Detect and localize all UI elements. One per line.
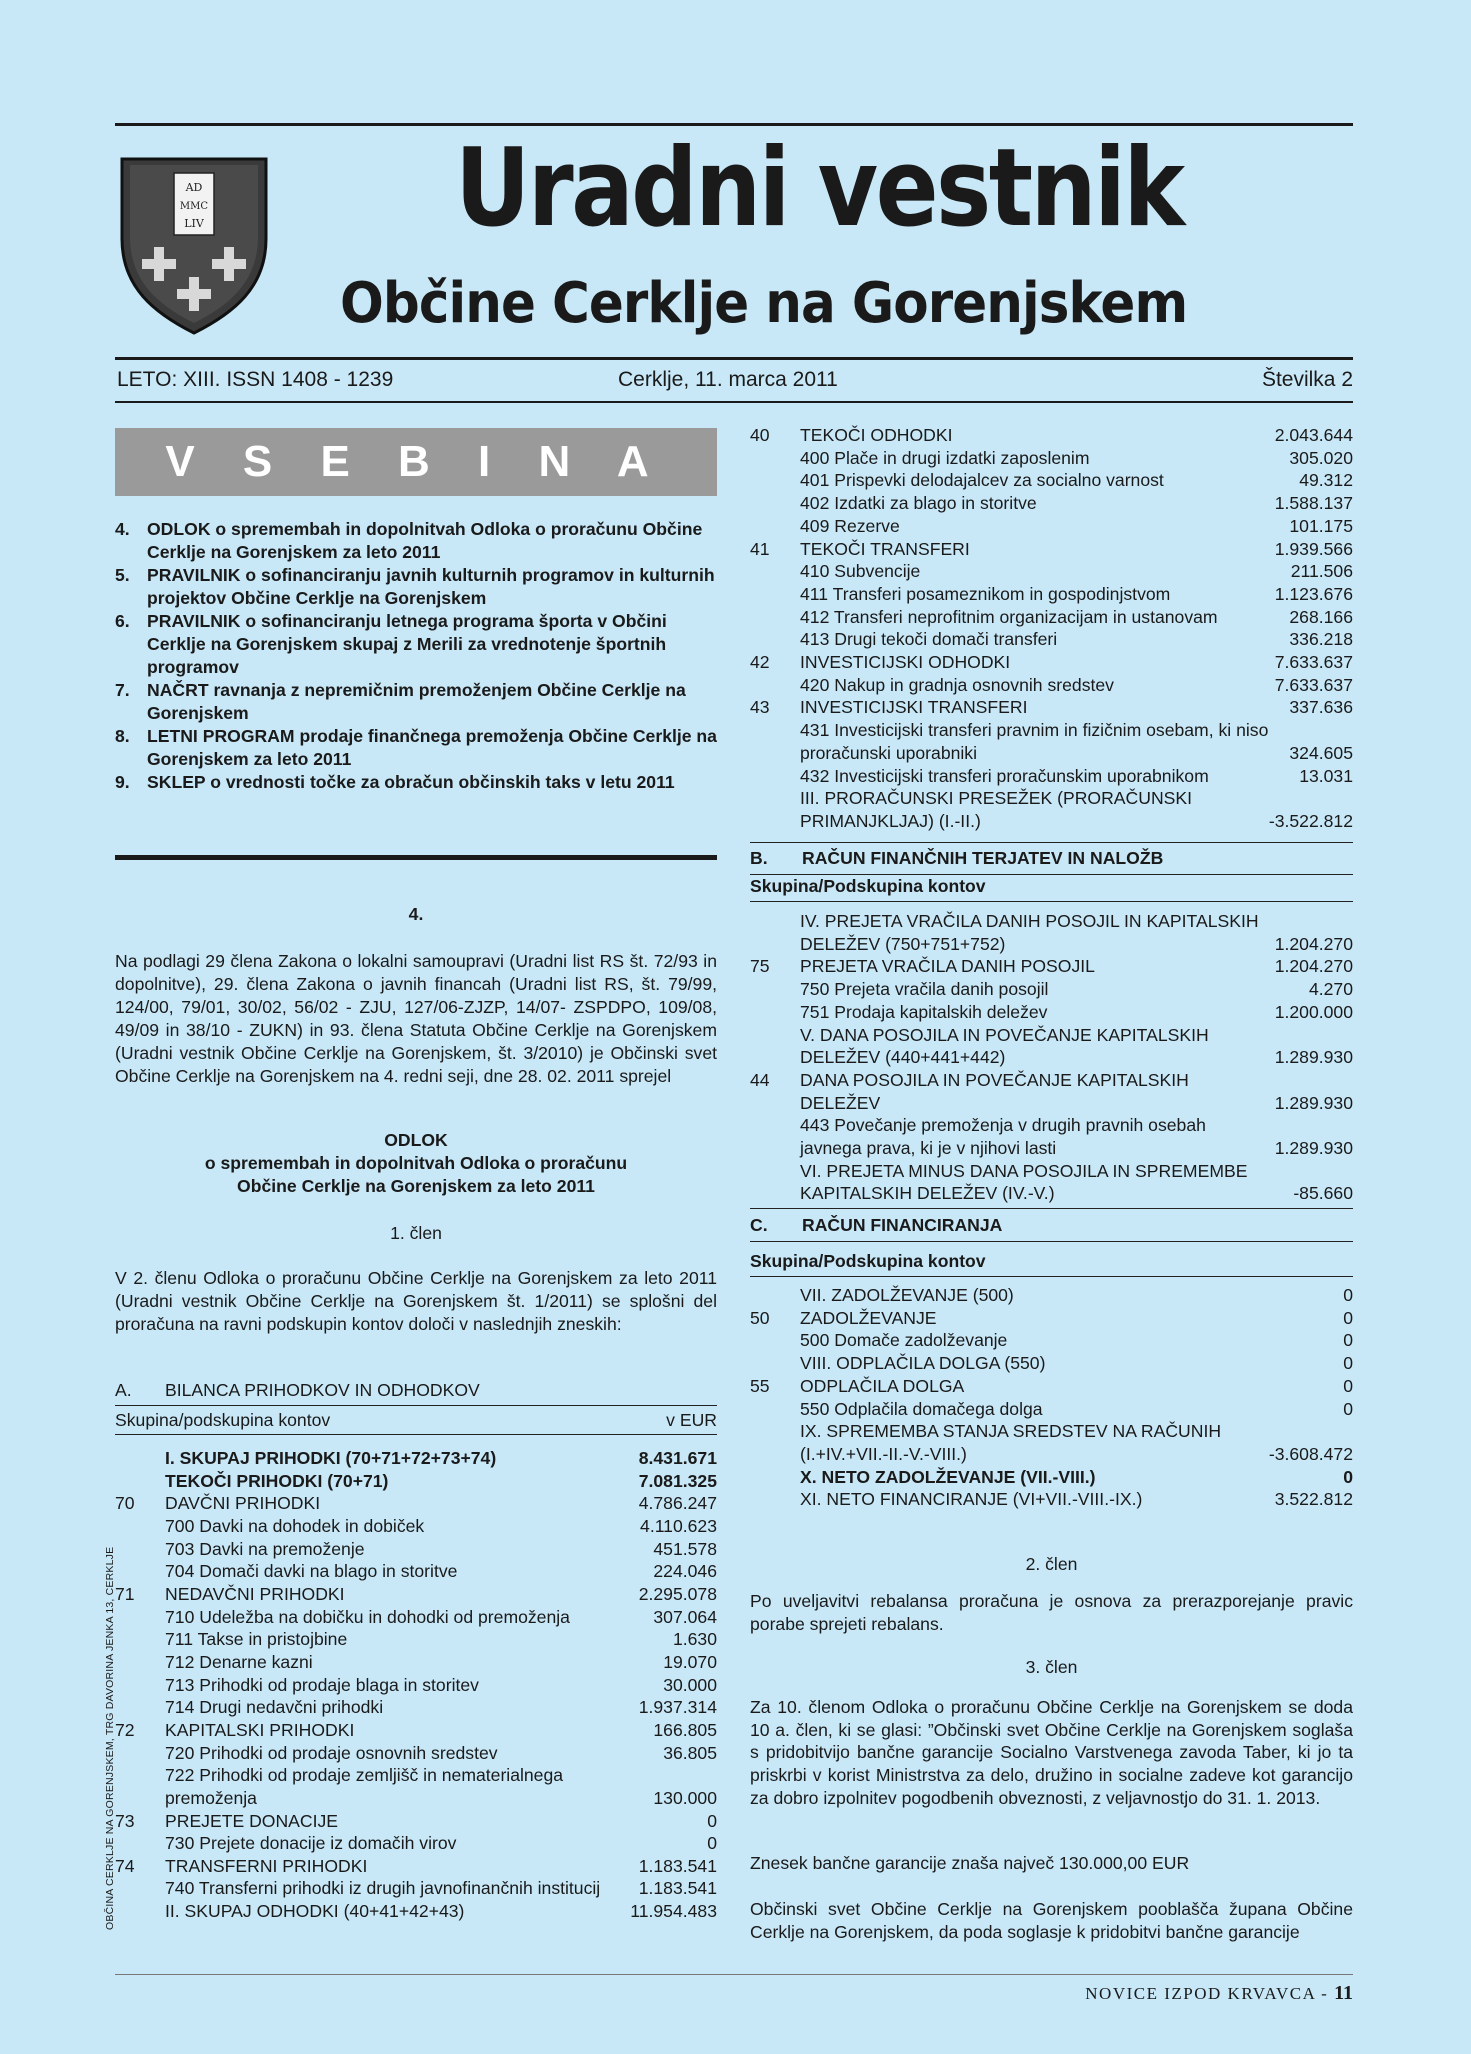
account-label: ZADOLŽEVANJE — [800, 1307, 937, 1328]
account-value: 130.000 — [653, 1787, 717, 1808]
account-label: 402 Izdatki za blago in storitve — [800, 493, 1037, 514]
account-value: 1.123.676 — [1274, 583, 1353, 604]
publication-title: Uradni vestnik — [455, 126, 1183, 251]
account-value: 1.289.930 — [1274, 1092, 1353, 1113]
account-label: 751 Prodaja kapitalskih deležev — [800, 1001, 1048, 1022]
account-code — [750, 1284, 800, 1307]
authorization-text: Občinski svet Občine Cerklje na Gorenjskem pooblašča župana Občine Cerklje na Gorenjskem, da poda soglasje k pridobitvi bančne garancije — [750, 1899, 1353, 1942]
article-1-text: V 2. členu Odloka o proračunu Občine Cerklje na Gorenjskem za leto 2011 (Uradni vestnik Občine Cerklje na Gorenjskem št. 1/2011) se splošni del proračuna na ravni podskupin kontov določi v naslednjih zneskih: — [115, 1268, 717, 1334]
account-value: 0 — [1343, 1307, 1353, 1328]
account-label: VI. PREJETA MINUS DANA POSOJILA IN SPREMEMBE KAPITALSKIH DELEŽEV (IV.-V.) — [800, 1160, 1248, 1204]
account-code: 41 — [750, 538, 770, 559]
account-code — [750, 1329, 800, 1352]
account-label: 400 Plače in drugi izdatki zaposlenim — [800, 447, 1090, 468]
account-label: DANA POSOJILA IN POVEČANJE KAPITALSKIH DELEŽEV — [800, 1069, 1189, 1113]
contents-heading: V S E B I N A — [115, 428, 717, 496]
account-label: 432 Investicijski transferi proračunskim uporabnikom — [800, 765, 1209, 786]
guarantee-amount: Znesek bančne garancije znaša največ 130.000,00 EUR — [750, 1853, 1190, 1873]
account-code — [750, 910, 800, 955]
account-code — [750, 1024, 800, 1069]
account-label: 712 Denarne kazni — [165, 1651, 313, 1672]
account-value: 337.636 — [1289, 697, 1353, 718]
account-code — [115, 1628, 165, 1651]
table-row — [115, 1900, 717, 1923]
article-1-heading: 1. člen — [390, 1223, 442, 1243]
table-row — [750, 606, 1353, 629]
account-code: 43 — [750, 697, 770, 718]
account-label: XI. NETO FINANCIRANJE (VI+VII.-VIII.-IX.) — [800, 1489, 1143, 1510]
article-2-heading: 2. člen — [1025, 1554, 1078, 1574]
table-row — [750, 719, 1353, 764]
account-code: 75 — [750, 956, 770, 977]
account-label: 720 Prihodki od prodaje osnovnih sredstev — [165, 1742, 498, 1763]
footer-label: NOVICE IZPOD KRVAVCA - — [1085, 1984, 1329, 2003]
table-row — [750, 1329, 1353, 1352]
table-row — [115, 1492, 717, 1515]
account-value: 4.270 — [1308, 979, 1353, 1000]
account-label: DAVČNI PRIHODKI — [165, 1493, 321, 1514]
table-header — [115, 1405, 717, 1435]
account-value: 324.605 — [1289, 742, 1353, 763]
account-value: 7.633.637 — [1274, 674, 1353, 695]
publication-subtitle: Občine Cerklje na Gorenjskem — [340, 271, 1188, 336]
table-row — [115, 1560, 717, 1583]
table-row — [115, 1855, 717, 1878]
account-value: 0 — [1343, 1398, 1353, 1419]
account-code — [750, 560, 800, 583]
account-code — [750, 719, 800, 764]
account-value: 1.289.930 — [1274, 1047, 1353, 1068]
toc-item[interactable]: 5. PRAVILNIK o sofinanciranju javnih kulturnih programov in kulturnih projektov Občine Cerklje na Gorenjskem — [115, 565, 715, 608]
account-value: 4.110.623 — [640, 1515, 717, 1536]
account-label: NEDAVČNI PRIHODKI — [165, 1583, 345, 1604]
table-row — [115, 1742, 717, 1765]
table-row — [115, 1719, 717, 1742]
account-label: INVESTICIJSKI TRANSFERI — [800, 697, 1028, 718]
account-value: 268.166 — [1289, 606, 1353, 627]
odlok-title-line3: Občine Cerklje na Gorenjskem za leto 2011 — [237, 1176, 595, 1196]
table-row — [750, 1352, 1353, 1375]
section-letter: C. — [750, 1215, 768, 1235]
account-value: 7.081.325 — [638, 1470, 717, 1491]
table-row — [750, 1069, 1353, 1114]
table-row — [750, 1284, 1353, 1307]
table-row — [115, 1470, 717, 1493]
account-label: 700 Davki na dohodek in dobiček — [165, 1515, 425, 1536]
account-code — [750, 1420, 800, 1465]
account-value: -85.660 — [1293, 1183, 1353, 1204]
odlok-title-line2: o spremembah in dopolnitvah Odloka o proračunu — [204, 1153, 628, 1173]
account-code — [115, 1651, 165, 1674]
account-label: X. NETO ZADOLŽEVANJE (VII.-VIII.) — [800, 1466, 1096, 1487]
section-title: RAČUN FINANCIRANJA — [802, 1215, 1003, 1235]
financing-table — [750, 1284, 1353, 1511]
section-c-subheading: Skupina/Podskupina kontov — [750, 1250, 1353, 1277]
table-row — [750, 1307, 1353, 1330]
account-code — [115, 1674, 165, 1697]
account-code — [115, 1900, 165, 1923]
logo-text-1: AD — [185, 181, 203, 194]
issue-info-center: Cerklje, 11. marca 2011 — [618, 368, 838, 391]
account-label: 500 Domače zadolževanje — [800, 1330, 1008, 1351]
page-number: 11 — [1334, 1982, 1353, 2004]
section-letter: A. — [115, 1380, 132, 1400]
account-code — [115, 1470, 165, 1493]
account-label: 711 Takse in pristojbine — [165, 1629, 348, 1650]
table-row — [115, 1515, 717, 1538]
account-label: 704 Domači davki na blago in storitve — [165, 1561, 458, 1582]
table-row — [750, 1466, 1353, 1489]
account-label: IX. SPREMEMBA STANJA SREDSTEV NA RAČUNIH (I.+IV.+VII.-II.-V.-VIII.) — [800, 1421, 1222, 1464]
account-code — [750, 1160, 800, 1205]
table-row — [750, 674, 1353, 697]
account-value: 0 — [1343, 1353, 1353, 1374]
account-code — [750, 1488, 800, 1511]
table-row — [115, 1877, 717, 1900]
account-value: 166.805 — [653, 1719, 717, 1740]
table-row — [750, 1001, 1353, 1024]
table-of-contents — [115, 518, 717, 794]
account-label: I. SKUPAJ PRIHODKI (70+71+72+73+74) — [165, 1448, 497, 1468]
toc-item[interactable]: 7. NAČRT ravnanja z nepremičnim premoženjem Občine Cerklje na Gorenjskem — [115, 680, 686, 723]
account-label: V. DANA POSOJILA IN POVEČANJE KAPITALSKIH DELEŽEV (440+441+442) — [800, 1024, 1209, 1068]
account-code: 50 — [750, 1307, 770, 1328]
table-row — [750, 978, 1353, 1001]
account-code — [115, 1764, 165, 1809]
account-value: 7.633.637 — [1274, 652, 1353, 673]
account-label: 410 Subvencije — [800, 561, 921, 582]
account-value: -3.522.812 — [1268, 810, 1353, 831]
account-value: 1.204.270 — [1274, 956, 1353, 977]
toc-item[interactable]: 6. PRAVILNIK o sofinanciranju letnega programa športa v Občini Cerklje na Gorenjskem skupaj z Merili za vrednotenje športnih programov — [115, 611, 667, 677]
account-code: 40 — [750, 425, 770, 445]
account-value: 1.183.541 — [638, 1878, 717, 1899]
financial-claims-table — [750, 910, 1353, 1205]
contents-divider — [115, 855, 717, 860]
account-value: 3.522.812 — [1274, 1489, 1353, 1510]
account-value: 1.204.270 — [1274, 933, 1353, 954]
table-head-right: v EUR — [666, 1410, 717, 1430]
table-row — [115, 1651, 717, 1674]
masthead-rule-top — [115, 357, 1353, 360]
table-row — [750, 696, 1353, 719]
revenue-table — [115, 1447, 717, 1923]
account-code — [750, 1114, 800, 1159]
account-code: 71 — [115, 1583, 135, 1604]
account-code — [115, 1696, 165, 1719]
account-label: 703 Davki na premoženje — [165, 1538, 365, 1559]
table-row — [750, 538, 1353, 561]
account-code — [750, 447, 800, 470]
account-code — [750, 628, 800, 651]
section-a-heading — [115, 1379, 717, 1402]
account-value: 11.954.483 — [630, 1901, 717, 1922]
account-code — [115, 1447, 165, 1470]
account-value: 336.218 — [1289, 629, 1353, 650]
account-code — [750, 515, 800, 538]
table-row — [115, 1447, 717, 1470]
account-label: INVESTICIJSKI ODHODKI — [800, 652, 1011, 673]
table-row — [750, 1420, 1353, 1465]
account-value: 4.786.247 — [638, 1493, 717, 1514]
account-code — [750, 787, 800, 832]
account-value: 19.070 — [663, 1651, 717, 1672]
account-value: 1.200.000 — [1274, 1001, 1353, 1022]
account-value: 36.805 — [663, 1742, 717, 1763]
account-code: 44 — [750, 1069, 770, 1090]
account-label: 412 Transferi neprofitnim organizacijam in ustanovam — [800, 606, 1218, 627]
account-value: 1.937.314 — [638, 1697, 717, 1718]
footer-rule — [115, 1974, 1353, 1975]
coat-of-arms-logo — [118, 155, 270, 337]
account-code — [750, 469, 800, 492]
table-row — [750, 651, 1353, 674]
account-value: 1.588.137 — [1274, 493, 1353, 514]
expenditure-table — [750, 424, 1353, 833]
table-row — [750, 955, 1353, 978]
toc-item[interactable]: 4. ODLOK o spremembah in dopolnitvah Odloka o proračunu Občine Cerklje na Gorenjskem za leto 2011 — [115, 519, 703, 562]
account-label: 750 Prejeta vračila danih posojil — [800, 979, 1049, 1000]
account-code — [115, 1606, 165, 1629]
account-label: 443 Povečanje premoženja v drugih pravnih osebah javnega prava, ki je v njihovi lasti — [800, 1115, 1206, 1159]
intro-paragraph: Na podlagi 29 člena Zakona o lokalni samoupravi (Uradni list RS št. 72/93 in dopolnitve), 29. člena Zakona o javnih financah (Uradni list RS, št. 79/99, 124/00, 79/01, 30/02, 56/02 - ZJU, 127/06-ZJZP, 14/07- ZSPDPO, 109/08, 49/09 in 38/10 - ZUKN) in 93. člena Statuta Občine Cerklje na Gorenjskem (Uradni vestnik Občine Cerklje na Gorenjskem, št. 3/2010) je Občinski svet Občine Cerklje na Gorenjskem na 4. redni seji, dne 28. 02. 2011 sprejel — [115, 951, 717, 1086]
account-value: 451.578 — [653, 1538, 717, 1559]
account-value: 49.312 — [1299, 470, 1353, 491]
account-code — [115, 1515, 165, 1538]
account-code — [750, 583, 800, 606]
account-code — [750, 1352, 800, 1375]
table-row — [750, 1488, 1353, 1511]
account-value: 0 — [1343, 1466, 1353, 1487]
account-value: -3.608.472 — [1268, 1443, 1353, 1464]
account-code — [750, 1001, 800, 1024]
account-value: 307.064 — [653, 1606, 717, 1627]
article-2-text: Po uveljavitvi rebalansa proračuna je osnova za prerazporejanje pravic porabe sprejeti rebalans. — [750, 1591, 1353, 1634]
section-title: RAČUN FINANČNIH TERJATEV IN NALOŽB — [802, 848, 1164, 868]
article-3-text: Za 10. členom Odloka o proračunu Občine Cerklje na Gorenjskem se doda 10 a. člen, ki se glasi: ”Občinski svet Občine Cerklje na Gorenjskem soglaša s pridobitvijo bančne garancije Socialno Varstvenega zavoda Taber, ki jo ta priskrbi v korist Ministrstva za delo, družino in socialne zadeve kot garancijo za dobro izpolnitev pogodbenih obveznosti, z veljavnostjo do 31. 1. 2013. — [750, 1697, 1353, 1808]
account-label: 740 Transferni prihodki iz drugih javnofinančnih institucij — [165, 1878, 601, 1899]
account-code: 74 — [115, 1855, 135, 1876]
section-c-heading — [750, 1208, 1353, 1242]
odlok-title: ODLOK — [384, 1130, 448, 1150]
account-code — [750, 1398, 800, 1421]
section-letter: B. — [750, 848, 768, 868]
table-row — [115, 1696, 717, 1719]
account-code — [750, 1466, 800, 1489]
account-label: IV. PREJETA VRAČILA DANIH POSOJIL IN KAPITALSKIH DELEŽEV (750+751+752) — [800, 911, 1259, 954]
account-label: TEKOČI ODHODKI — [800, 425, 953, 445]
account-value: 2.043.644 — [1274, 425, 1353, 445]
article-3-heading: 3. člen — [1025, 1657, 1078, 1677]
account-value: 0 — [1343, 1330, 1353, 1351]
table-row — [750, 583, 1353, 606]
section-b-heading — [750, 842, 1353, 875]
account-code: 70 — [115, 1493, 135, 1514]
account-label: 431 Investicijski transferi pravnim in fizičnim osebam, ki niso proračunski uporabniki — [800, 720, 1269, 763]
table-row — [750, 560, 1353, 583]
account-label: PREJETE DONACIJE — [165, 1810, 339, 1831]
table-row — [750, 765, 1353, 788]
account-code — [115, 1560, 165, 1583]
table-row — [750, 1024, 1353, 1069]
account-code: 73 — [115, 1810, 135, 1831]
account-label: PREJETA VRAČILA DANIH POSOJIL — [800, 956, 1095, 977]
account-code — [115, 1538, 165, 1561]
account-label: TRANSFERNI PRIHODKI — [165, 1855, 368, 1876]
account-value: 101.175 — [1289, 515, 1353, 536]
account-value: 8.431.671 — [638, 1448, 717, 1468]
masthead-rule-bottom — [115, 401, 1353, 403]
logo-text-3: LIV — [184, 217, 204, 230]
account-value: 224.046 — [653, 1561, 717, 1582]
account-code — [750, 978, 800, 1001]
account-label: 409 Rezerve — [800, 515, 900, 536]
account-value: 2.295.078 — [638, 1583, 717, 1604]
account-value: 211.506 — [1290, 561, 1353, 582]
account-label: 714 Drugi nedavčni prihodki — [165, 1697, 384, 1718]
table-row — [750, 787, 1353, 832]
account-code — [115, 1832, 165, 1855]
page-footer — [1085, 1982, 1353, 2005]
account-label: 713 Prihodki od prodaje blaga in storitev — [165, 1674, 479, 1695]
account-code — [115, 1877, 165, 1900]
account-code: 55 — [750, 1375, 770, 1396]
account-label: II. SKUPAJ ODHODKI (40+41+42+43) — [165, 1901, 465, 1922]
table-row — [750, 447, 1353, 470]
publisher-address: OBČINA CERKLJE NA GORENJSKEM, TRG DAVORINA JENKA 13, CERKLJE — [104, 1546, 116, 1930]
account-label: 413 Drugi tekoči domači transferi — [800, 629, 1058, 650]
account-value: 305.020 — [1289, 447, 1353, 468]
account-value: 1.289.930 — [1274, 1138, 1353, 1159]
account-value: 1.939.566 — [1274, 538, 1353, 559]
account-label: VII. ZADOLŽEVANJE (500) — [800, 1285, 1014, 1305]
table-row — [750, 424, 1353, 447]
table-row — [750, 1160, 1353, 1205]
toc-item[interactable]: 9. SKLEP o vrednosti točke za obračun občinskih taks v letu 2011 — [115, 772, 675, 792]
table-row — [115, 1538, 717, 1561]
account-code — [750, 606, 800, 629]
account-code — [115, 1742, 165, 1765]
account-label: KAPITALSKI PRIHODKI — [165, 1719, 355, 1740]
account-label: TEKOČI PRIHODKI (70+71) — [165, 1470, 389, 1491]
account-label: 420 Nakup in gradnja osnovnih sredstev — [800, 674, 1114, 695]
section-b-subheading: Skupina/Podskupina kontov — [750, 875, 1353, 902]
table-row — [750, 1398, 1353, 1421]
account-label: VIII. ODPLAČILA DOLGA (550) — [800, 1353, 1046, 1374]
table-row — [750, 628, 1353, 651]
logo-text-2: MMC — [179, 201, 209, 212]
account-code — [750, 765, 800, 788]
table-head-left: Skupina/podskupina kontov — [115, 1410, 331, 1430]
account-label: 550 Odplačila domačega dolga — [800, 1398, 1043, 1419]
toc-item[interactable]: 8. LETNI PROGRAM prodaje finančnega premoženja Občine Cerklje na Gorenjskem za leto 2011 — [115, 726, 717, 769]
account-value: 0 — [1343, 1285, 1353, 1305]
issue-info-left: LETO: XIII. ISSN 1408 - 1239 — [117, 368, 394, 391]
table-row — [750, 910, 1353, 955]
account-label: TEKOČI TRANSFERI — [800, 538, 970, 559]
table-row — [750, 515, 1353, 538]
account-label: 730 Prejete donacije iz domačih virov — [165, 1833, 457, 1854]
table-row — [115, 1674, 717, 1697]
account-label: ODPLAČILA DOLGA — [800, 1375, 965, 1396]
section-number: 4. — [408, 904, 424, 924]
table-row — [115, 1606, 717, 1629]
table-row — [115, 1810, 717, 1833]
account-code: 42 — [750, 652, 770, 673]
account-value: 0 — [1343, 1375, 1353, 1396]
account-code: 72 — [115, 1719, 135, 1740]
account-label: 401 Prispevki delodajalcev za socialno varnost — [800, 470, 1164, 491]
issue-info-right: Številka 2 — [1261, 368, 1353, 391]
account-code — [750, 674, 800, 697]
account-label: 411 Transferi posameznikom in gospodinjstvom — [800, 583, 1171, 604]
table-row — [115, 1628, 717, 1651]
account-label: 710 Udeležba na dobičku in dohodki od premoženja — [165, 1606, 570, 1627]
table-row — [750, 1375, 1353, 1398]
section-title: BILANCA PRIHODKOV IN ODHODKOV — [165, 1380, 480, 1400]
account-value: 1.183.541 — [638, 1855, 717, 1876]
table-row — [750, 492, 1353, 515]
table-row — [115, 1764, 717, 1809]
account-value: 1.630 — [672, 1629, 717, 1650]
account-label: III. PRORAČUNSKI PRESEŽEK (PRORAČUNSKI PRIMANJKLJAJ) (I.-II.) — [800, 788, 1193, 831]
account-code — [750, 492, 800, 515]
account-value: 0 — [707, 1810, 717, 1831]
account-value: 30.000 — [663, 1674, 717, 1695]
account-label: 722 Prihodki od prodaje zemljišč in nematerialnega premoženja — [165, 1765, 564, 1808]
table-row — [750, 1114, 1353, 1159]
table-row — [115, 1583, 717, 1606]
account-value: 0 — [707, 1833, 717, 1854]
table-row — [750, 469, 1353, 492]
table-row — [115, 1832, 717, 1855]
account-value: 13.031 — [1299, 765, 1353, 786]
